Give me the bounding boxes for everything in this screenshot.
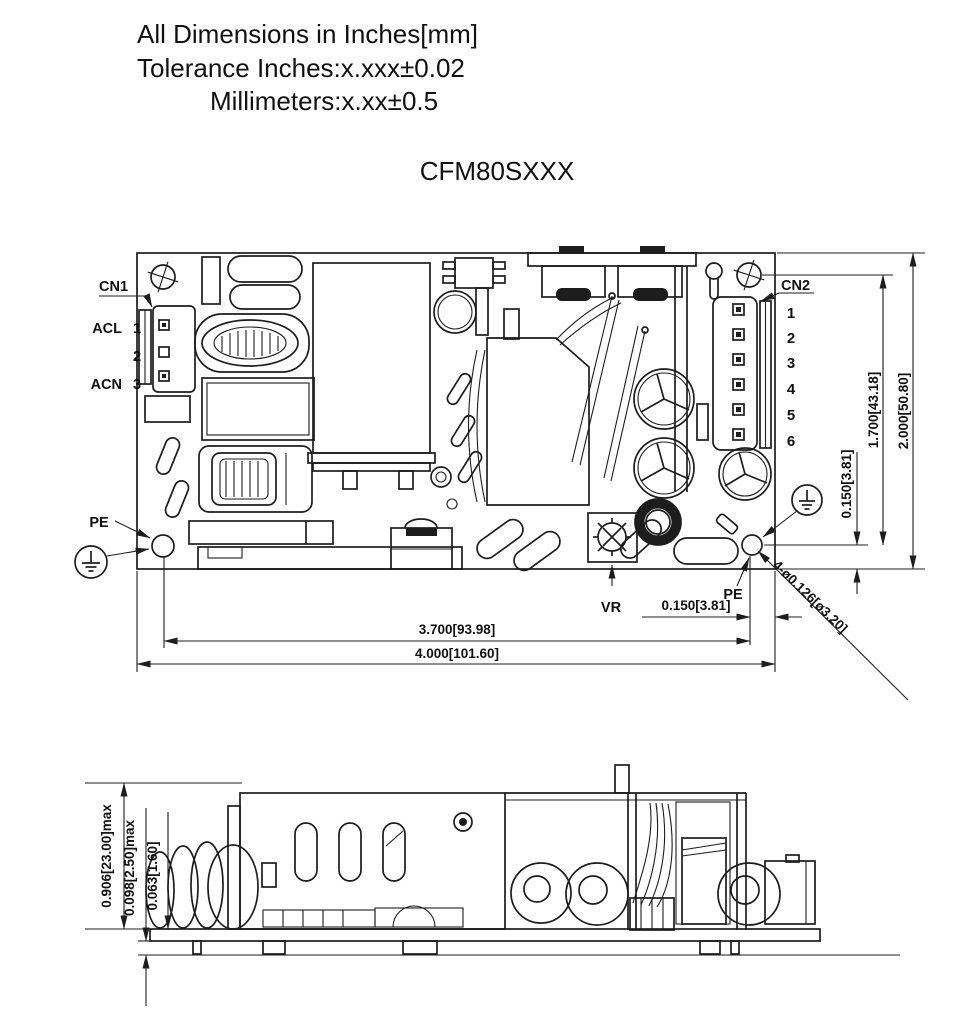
pe-left-label: PE — [89, 515, 109, 531]
dim-pcb-thickness: 0.063[1.60] — [145, 841, 160, 911]
dim-height-holes: 1.700[43.18] — [866, 371, 881, 449]
cn2-callout — [761, 278, 814, 450]
cn2-label: CN2 — [781, 278, 811, 294]
dimensions-bottom — [137, 556, 802, 672]
vr-label: VR — [600, 600, 622, 616]
cn2-pin6-number: 6 — [786, 433, 796, 450]
dim-pin-length: 0.098[2.50]max — [122, 819, 137, 917]
note-line-1: All Dimensions in Inches[mm] — [137, 19, 478, 49]
cn2-pin1-number: 1 — [786, 305, 796, 322]
earth-ground-icon — [75, 546, 107, 578]
cn1-label: CN1 — [99, 279, 129, 295]
top-view — [75, 246, 925, 700]
cn1-pin2-number: 2 — [132, 349, 142, 365]
heatsink-center — [308, 263, 435, 489]
vr-callout — [601, 565, 622, 616]
input-transformer — [199, 446, 312, 512]
dim-width-holes: 3.700[93.98] — [418, 622, 496, 637]
keyhole-slot-icon — [706, 263, 722, 299]
side-view — [85, 765, 900, 1006]
output-capacitors — [634, 369, 771, 500]
mounting-hole-bottom-left — [152, 535, 174, 557]
film-capacitor — [202, 378, 314, 440]
side-inductors-left — [146, 842, 258, 929]
dim-component-height: 0.906[23.00]max — [99, 804, 114, 908]
common-mode-choke — [195, 314, 309, 372]
dim-hole-offset-right: 0.150[3.81] — [839, 449, 854, 519]
note-line-3: Millimeters:x.xx±0.5 — [210, 86, 439, 116]
aux-transformer — [443, 258, 505, 335]
acn-label: ACN — [90, 377, 122, 393]
dim-hole-offset-bottom: 0.150[3.81] — [661, 598, 731, 613]
mounting-hole-top-left — [143, 257, 183, 297]
acl-label: ACL — [92, 321, 122, 337]
cn1-pin3-number: 3 — [132, 377, 142, 393]
earth-ground-icon — [792, 485, 822, 515]
main-transformer — [431, 293, 648, 509]
tolerance-notes — [137, 19, 478, 116]
side-toroids-mid — [505, 765, 746, 930]
cn2-pin2-number: 2 — [786, 330, 796, 347]
side-output-section — [630, 793, 815, 930]
capacitor-round — [434, 291, 476, 333]
cn1-callout — [91, 279, 152, 393]
dimensions-side — [85, 783, 242, 1006]
part-number-title: CFM80SXXX — [419, 156, 575, 186]
capacitors-left — [154, 436, 190, 519]
cn2-pin5-number: 5 — [786, 407, 796, 424]
fuse-block — [202, 256, 302, 309]
cn2-pin3-number: 3 — [786, 355, 796, 372]
bottom-left-bracket — [189, 519, 462, 569]
pe-right-callout — [723, 485, 908, 700]
pe-right-label: PE — [723, 587, 743, 603]
side-heatsink-block — [228, 793, 505, 929]
cn2-pin4-number: 4 — [786, 381, 796, 398]
cn2-connector — [713, 297, 771, 450]
cn1-pin1-number: 1 — [132, 321, 142, 337]
heatsink-top-right — [528, 246, 708, 492]
dim-height-outer: 2.000[50.80] — [896, 372, 911, 450]
side-pcb — [138, 929, 900, 955]
cn1-connector — [139, 306, 195, 422]
note-line-2: Tolerance Inches:x.xxx±0.02 — [137, 53, 465, 83]
dim-width-outer: 4.000[101.60] — [414, 646, 500, 661]
mounting-hole-size-note: 4-ø0.126[ø3.20] — [769, 557, 851, 636]
